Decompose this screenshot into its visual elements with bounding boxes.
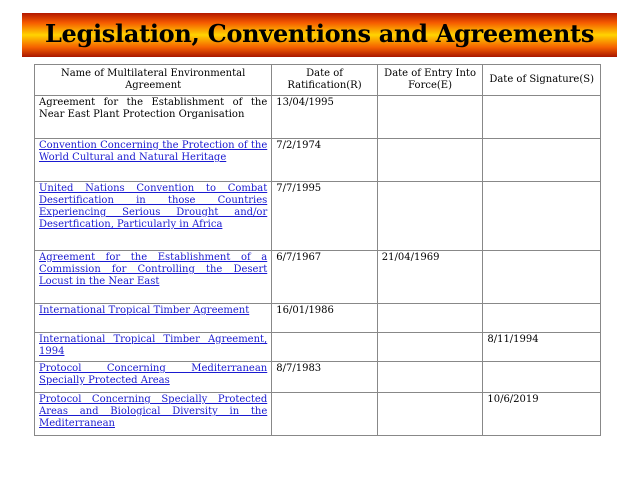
agreement-link[interactable]: Convention Concerning the Protection of the World Cultural and Natural Heritage — [39, 140, 268, 163]
table-row — [35, 139, 601, 182]
table-header-row — [35, 65, 601, 96]
ratification-date-cell — [272, 333, 378, 362]
agreement-name: Agreement for the Establishment of the Near East Plant Protection Organisation — [39, 97, 268, 120]
header-entry-into-force-date: Date of Entry Into Force(E) — [377, 65, 483, 96]
ratification-date-cell: 16/01/1986 — [272, 304, 378, 333]
entry-into-force-date-cell — [377, 362, 483, 393]
table-row — [35, 333, 601, 362]
signature-date-cell: 8/11/1994 — [483, 333, 601, 362]
header-ratification-date: Date of Ratification(R) — [272, 65, 378, 96]
agreement-name-cell — [35, 251, 272, 304]
signature-date-cell — [483, 362, 601, 393]
signature-date-cell: 10/6/2019 — [483, 393, 601, 436]
entry-into-force-date-cell — [377, 304, 483, 333]
ratification-date-cell: 6/7/1967 — [272, 251, 378, 304]
ratification-date-cell: 13/04/1995 — [272, 96, 378, 139]
agreement-name-cell — [35, 139, 272, 182]
agreement-link[interactable]: United Nations Convention to Combat Desertification in those Countries Experiencing Serious Drought and/or Desertfication, Particularly in Africa — [39, 183, 268, 230]
table-row — [35, 96, 601, 139]
header-agreement-name: Name of Multilateral Environmental Agreement — [35, 65, 272, 96]
table-row — [35, 251, 601, 304]
title-banner — [22, 13, 617, 57]
entry-into-force-date-cell: 21/04/1969 — [377, 251, 483, 304]
agreement-name-cell — [35, 393, 272, 436]
signature-date-cell — [483, 182, 601, 251]
table-row — [35, 393, 601, 436]
table-row — [35, 362, 601, 393]
agreement-link[interactable]: International Tropical Timber Agreement, 1994 — [39, 334, 268, 357]
agreement-name-cell — [35, 362, 272, 393]
header-signature-date: Date of Signature(S) — [483, 65, 601, 96]
agreement-link[interactable]: Agreement for the Establishment of a Commission for Controlling the Desert Locust in the Near East — [39, 252, 268, 287]
signature-date-cell — [483, 96, 601, 139]
agreement-link[interactable]: International Tropical Timber Agreement — [39, 305, 250, 316]
entry-into-force-date-cell — [377, 333, 483, 362]
ratification-date-cell — [272, 393, 378, 436]
agreement-link[interactable]: Protocol Concerning Mediterranean Specially Protected Areas — [39, 363, 268, 386]
signature-date-cell — [483, 304, 601, 333]
agreement-name-cell — [35, 96, 272, 139]
agreement-name-cell — [35, 333, 272, 362]
entry-into-force-date-cell — [377, 393, 483, 436]
table-row — [35, 182, 601, 251]
slide-title: Legislation, Conventions and Agreements — [44, 19, 595, 48]
agreements-table — [34, 64, 601, 436]
entry-into-force-date-cell — [377, 139, 483, 182]
ratification-date-cell: 7/2/1974 — [272, 139, 378, 182]
entry-into-force-date-cell — [377, 96, 483, 139]
signature-date-cell — [483, 251, 601, 304]
signature-date-cell — [483, 139, 601, 182]
ratification-date-cell: 7/7/1995 — [272, 182, 378, 251]
agreement-link[interactable]: Protocol Concerning Specially Protected Areas and Biological Diversity in the Mediterranean — [39, 394, 268, 429]
entry-into-force-date-cell — [377, 182, 483, 251]
ratification-date-cell: 8/7/1983 — [272, 362, 378, 393]
table-row — [35, 304, 601, 333]
agreement-name-cell — [35, 182, 272, 251]
agreement-name-cell — [35, 304, 272, 333]
